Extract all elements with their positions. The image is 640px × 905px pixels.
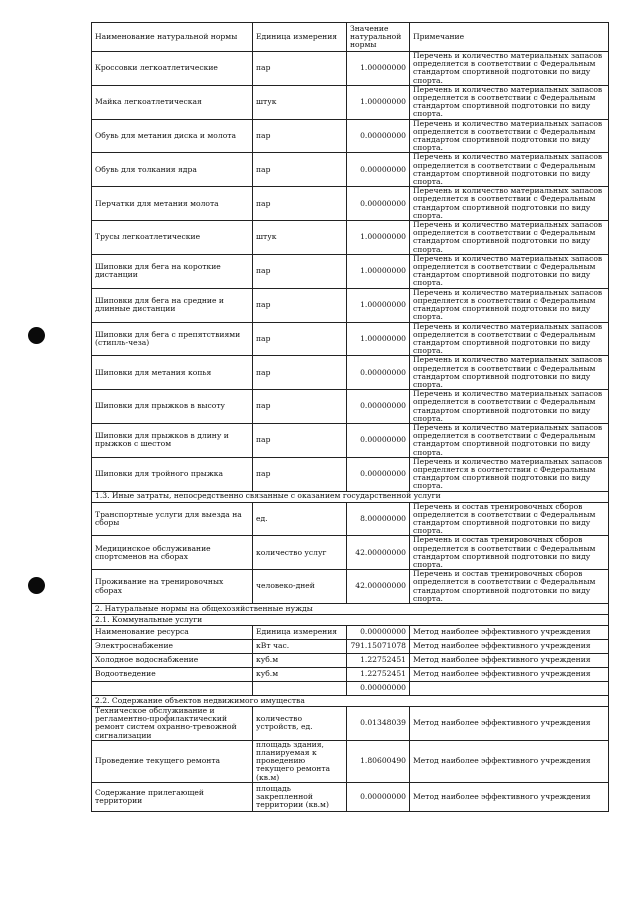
utility-unit: Единица измерения	[253, 626, 347, 640]
utility-note: Метод наиболее эффективного учреждения	[410, 626, 609, 640]
utility-row	[92, 640, 609, 654]
building-note: Метод наиболее эффективного учреждения	[410, 782, 609, 811]
material-note: Перечень и количество материальных запасов определяется в соответствии с Федеральным стандартом спортивной подготовки по виду спорта.	[410, 119, 609, 153]
material-name: Майка легкоатлетическая	[92, 85, 253, 119]
service-row	[92, 536, 609, 570]
utility-row	[92, 654, 609, 668]
header-note: Примечание	[410, 23, 609, 52]
service-note: Перечень и состав тренировочных сборов определяется в соответствии с Федеральным стандартом спортивной подготовки по виду спорта.	[410, 536, 609, 570]
punch-hole-top	[28, 327, 45, 344]
utility-name: Водоотведение	[92, 668, 253, 682]
material-name: Шиповки для метания копья	[92, 356, 253, 390]
material-value: 1.00000000	[347, 85, 410, 119]
punch-hole-bottom	[28, 577, 45, 594]
building-name: Техническое обслуживание и регламентно-профилактический ремонт систем охранно-тревожной сигнализации	[92, 707, 253, 741]
material-row	[92, 288, 609, 322]
material-note: Перечень и количество материальных запасов определяется в соответствии с Федеральным стандартом спортивной подготовки по виду спорта.	[410, 85, 609, 119]
service-note: Перечень и состав тренировочных сборов определяется в соответствии с Федеральным стандартом спортивной подготовки по виду спорта.	[410, 502, 609, 536]
material-unit: штук	[253, 221, 347, 255]
material-value: 0.00000000	[347, 187, 410, 221]
material-note: Перечень и количество материальных запасов определяется в соответствии с Федеральным стандартом спортивной подготовки по виду спорта.	[410, 254, 609, 288]
material-note: Перечень и количество материальных запасов определяется в соответствии с Федеральным стандартом спортивной подготовки по виду спорта.	[410, 288, 609, 322]
utility-value: 1.22752451	[347, 668, 410, 682]
building-unit: площадь здания, планируемая к проведению текущего ремонта (кв.м)	[253, 740, 347, 782]
section-2-1	[92, 615, 609, 626]
material-unit: штук	[253, 85, 347, 119]
service-name: Транспортные услуги для выезда на сборы	[92, 502, 253, 536]
material-note: Перечень и количество материальных запасов определяется в соответствии с Федеральным стандартом спортивной подготовки по виду спорта.	[410, 221, 609, 255]
material-name: Шиповки для тройного прыжка	[92, 457, 253, 491]
norms-table	[91, 22, 609, 812]
section-2-1-label: 2.1. Коммунальные услуги	[92, 615, 609, 626]
utility-note: Метод наиболее эффективного учреждения	[410, 668, 609, 682]
material-name: Шиповки для прыжков в высоту	[92, 390, 253, 424]
building-name: Содержание прилегающей территории	[92, 782, 253, 811]
service-value: 42.00000000	[347, 570, 410, 604]
service-row	[92, 502, 609, 536]
material-name: Шиповки для бега на средние и длинные дистанции	[92, 288, 253, 322]
utility-value: 791.15071078	[347, 640, 410, 654]
material-note: Перечень и количество материальных запасов определяется в соответствии с Федеральным стандартом спортивной подготовки по виду спорта.	[410, 187, 609, 221]
material-note: Перечень и количество материальных запасов определяется в соответствии с Федеральным стандартом спортивной подготовки по виду спорта.	[410, 322, 609, 356]
material-value: 0.00000000	[347, 119, 410, 153]
material-name: Шиповки для бега на короткие дистанции	[92, 254, 253, 288]
material-row	[92, 52, 609, 86]
utility-name: Электроснабжение	[92, 640, 253, 654]
material-name: Перчатки для метания молота	[92, 187, 253, 221]
service-row	[92, 570, 609, 604]
utility-note: Метод наиболее эффективного учреждения	[410, 640, 609, 654]
utility-total-unit	[253, 682, 347, 696]
utility-name: Холодное водоснабжение	[92, 654, 253, 668]
material-row	[92, 187, 609, 221]
building-name: Проведение текущего ремонта	[92, 740, 253, 782]
section-1-3	[92, 491, 609, 502]
utility-value: 1.22752451	[347, 654, 410, 668]
building-value: 0.00000000	[347, 782, 410, 811]
material-unit: пар	[253, 288, 347, 322]
header-row	[92, 23, 609, 52]
service-name: Проживание на тренировочных сборах	[92, 570, 253, 604]
building-note: Метод наиболее эффективного учреждения	[410, 707, 609, 741]
service-value: 42.00000000	[347, 536, 410, 570]
material-note: Перечень и количество материальных запасов определяется в соответствии с Федеральным стандартом спортивной подготовки по виду спорта.	[410, 356, 609, 390]
building-row	[92, 707, 609, 741]
building-unit: площадь закрепленной территории (кв.м)	[253, 782, 347, 811]
material-unit: пар	[253, 356, 347, 390]
material-value: 0.00000000	[347, 153, 410, 187]
material-unit: пар	[253, 187, 347, 221]
service-unit: ед.	[253, 502, 347, 536]
material-name: Шиповки для бега с препятствиями (стипль-чеза)	[92, 322, 253, 356]
material-row	[92, 356, 609, 390]
material-unit: пар	[253, 423, 347, 457]
material-name: Обувь для толкания ядра	[92, 153, 253, 187]
material-row	[92, 119, 609, 153]
service-value: 8.00000000	[347, 502, 410, 536]
material-note: Перечень и количество материальных запасов определяется в соответствии с Федеральным стандартом спортивной подготовки по виду спорта.	[410, 457, 609, 491]
material-row	[92, 457, 609, 491]
material-row	[92, 221, 609, 255]
material-row	[92, 85, 609, 119]
material-unit: пар	[253, 457, 347, 491]
material-unit: пар	[253, 153, 347, 187]
header-value: Значение натуральной нормы	[347, 23, 410, 52]
utility-unit: кВт час.	[253, 640, 347, 654]
material-value: 1.00000000	[347, 254, 410, 288]
material-row	[92, 423, 609, 457]
material-value: 0.00000000	[347, 423, 410, 457]
material-name: Шиповки для прыжков в длину и прыжков с шестом	[92, 423, 253, 457]
section-1-3-label: 1.3. Иные затраты, непосредственно связанные с оказанием государственной услуги	[92, 491, 609, 502]
material-note: Перечень и количество материальных запасов определяется в соответствии с Федеральным стандартом спортивной подготовки по виду спорта.	[410, 390, 609, 424]
material-unit: пар	[253, 119, 347, 153]
header-unit: Единица измерения	[253, 23, 347, 52]
material-note: Перечень и количество материальных запасов определяется в соответствии с Федеральным стандартом спортивной подготовки по виду спорта.	[410, 423, 609, 457]
material-value: 1.00000000	[347, 52, 410, 86]
service-unit: человеко-дней	[253, 570, 347, 604]
material-row	[92, 254, 609, 288]
material-note: Перечень и количество материальных запасов определяется в соответствии с Федеральным стандартом спортивной подготовки по виду спорта.	[410, 153, 609, 187]
material-name: Трусы легкоатлетические	[92, 221, 253, 255]
section-2-2	[92, 696, 609, 707]
material-note: Перечень и количество материальных запасов определяется в соответствии с Федеральным стандартом спортивной подготовки по виду спорта.	[410, 52, 609, 86]
material-value: 0.00000000	[347, 457, 410, 491]
material-unit: пар	[253, 254, 347, 288]
material-row	[92, 153, 609, 187]
material-name: Кроссовки легкоатлетические	[92, 52, 253, 86]
service-note: Перечень и состав тренировочных сборов определяется в соответствии с Федеральным стандартом спортивной подготовки по виду спорта.	[410, 570, 609, 604]
material-unit: пар	[253, 322, 347, 356]
material-value: 1.00000000	[347, 322, 410, 356]
building-value: 1.80600490	[347, 740, 410, 782]
utility-unit: куб.м	[253, 668, 347, 682]
utility-row	[92, 626, 609, 640]
utility-row	[92, 668, 609, 682]
material-name: Обувь для метания диска и молота	[92, 119, 253, 153]
service-unit: количество услуг	[253, 536, 347, 570]
material-value: 1.00000000	[347, 221, 410, 255]
building-unit: количество устройств, ед.	[253, 707, 347, 741]
material-value: 0.00000000	[347, 356, 410, 390]
utility-total-name	[92, 682, 253, 696]
material-value: 0.00000000	[347, 390, 410, 424]
material-unit: пар	[253, 390, 347, 424]
utility-total-row	[92, 682, 609, 696]
service-name: Медицинское обслуживание спортсменов на сборах	[92, 536, 253, 570]
section-2-label: 2. Натуральные нормы на общехозяйственные нужды	[92, 604, 609, 615]
building-row	[92, 740, 609, 782]
building-note: Метод наиболее эффективного учреждения	[410, 740, 609, 782]
material-value: 1.00000000	[347, 288, 410, 322]
utility-total-value: 0.00000000	[347, 682, 410, 696]
material-row	[92, 322, 609, 356]
section-2	[92, 604, 609, 615]
utility-note: Метод наиболее эффективного учреждения	[410, 654, 609, 668]
utility-total-note	[410, 682, 609, 696]
utility-value: 0.00000000	[347, 626, 410, 640]
material-unit: пар	[253, 52, 347, 86]
building-value: 0.01348039	[347, 707, 410, 741]
utility-name: Наименование ресурса	[92, 626, 253, 640]
utility-unit: куб.м	[253, 654, 347, 668]
header-name: Наименование натуральной нормы	[92, 23, 253, 52]
building-row	[92, 782, 609, 811]
material-row	[92, 390, 609, 424]
section-2-2-label: 2.2. Содержание объектов недвижимого имущества	[92, 696, 609, 707]
